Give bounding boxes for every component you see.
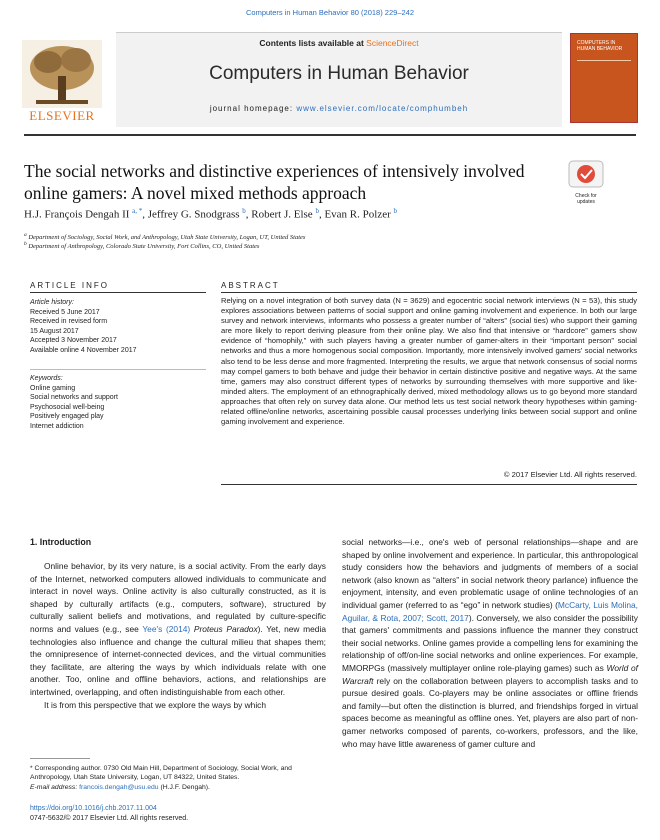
intro-italic: World of Warcraft: [342, 662, 638, 686]
cover-rule: [577, 60, 631, 61]
left-column: [30, 560, 326, 711]
affiliation-a: [24, 232, 584, 241]
author-affiliation-mark[interactable]: b: [242, 207, 246, 215]
author-name[interactable]: Evan R. Polzer: [324, 208, 391, 221]
keyword: Internet addiction: [30, 422, 84, 430]
history-item: Received in revised form: [30, 318, 108, 325]
journal-header: [116, 32, 562, 127]
intro-paragraph: [342, 536, 638, 750]
citation-link[interactable]: McCarty, Luis Molina, Aguilar, & Rota, 2007; Scott, 2017: [342, 599, 638, 623]
keywords: [30, 374, 206, 431]
journal-title: Computers in Human Behavior: [209, 63, 469, 84]
citation-link[interactable]: Yee's (2014): [142, 623, 191, 634]
doi-block: [30, 804, 188, 824]
right-column: [342, 536, 638, 750]
intro-text: ). Yet, new media technologies also influence and change the cultural milieu that shapes them; the omnipresence of internet-connected devices, and the virtual communities they facilitate, are altering the ways by which individuals relate with one another. Too, online and offline behaviors, actions, and relationships are intertwined, overlapping, and often indistinguishable from each other.: [30, 623, 326, 697]
email-label: E-mail address:: [30, 783, 78, 791]
footnote-rule: [30, 758, 90, 759]
article-title: The social networks and distinctive experiences of intensively involved online gamers: A novel mixed methods approach: [24, 161, 525, 203]
journal-homepage: [116, 104, 562, 113]
history-item: Available online 4 November 2017: [30, 346, 137, 354]
keyword: Positively engaged play: [30, 413, 104, 420]
abstract-rule: [221, 292, 637, 293]
footnote: [30, 764, 326, 792]
elsevier-logo: [22, 40, 102, 122]
author-affiliation-mark[interactable]: a, *: [132, 207, 143, 215]
author-list: H.J. François Dengah II $^{a, *}$, Jeffrey G. Snodgrass $^b$, Robert J. Else $^b$, Evan R. Polzer $^b$: [24, 207, 397, 221]
introduction-heading: 1. Introduction: [30, 537, 92, 547]
affiliation-text: Department of Anthropology, Colorado State University, Fort Collins, CO, United States: [28, 243, 260, 251]
abstract-copyright: © 2017 Elsevier Ltd. All rights reserved.: [503, 470, 637, 479]
keyword: Social networks and support: [30, 394, 118, 401]
intro-text: social networks—i.e., one's web of personal relationships—shape and are shaped by online involvement and experience. In particular, this anthropological study considers how the behaviors and judgments of members of a social network (also known as “alters” in social network theory parlance) influence the enjoyment, intensity, and even problematic usage of online technologies of an individual gamer (referred to as “ego” in network studies) (: [342, 537, 638, 610]
author-name[interactable]: H.J. François Dengah II: [24, 208, 130, 221]
abstract-text: Relying on a novel integration of both survey data (N = 3629) and egocentric social network interviews (N = 53), this study explores associations between patterns of social support and online gaming involvement and experience. In both our large survey and network interviews, informants who possess a greater number of “alters” (social ties) who support their gaming are more likely to report deriving pleasure from their online play. We also find that intensive or “hardcore” gamers show evidence of “homophily,” with such players having a greater number of gamer-alters in their “important person” social networks and thus a more homogenous social composition. Importantly, more intensively involved gamers' social networks also tend to be less dense and more fragmented. Interpreting the results, we argue that network consensus of social norms may compel gamers to both behave and judge their behavior in certain distinctive positive and negative ways. At the same time, gamers may also construct different types of networks by surrounding themselves with more supportive and like-minded alters. The employment of an ethnographically derived, mixed methodology allows us to go beyond more standard approaches that often rely on survey data alone. Our method lets us test social network theory hypotheses within gaming-related offline/online networks, ascertaining possible causal processes underlying links between social support and online gaming involvement and experience.: [221, 296, 637, 427]
journal-cover-image: [570, 33, 638, 123]
author-affiliation-mark[interactable]: b: [393, 207, 397, 215]
intro-paragraph: [30, 560, 326, 699]
email-line: [30, 783, 326, 792]
keyword: Online gaming: [30, 384, 76, 392]
intro-italic: Proteus Paradox: [190, 623, 258, 634]
keyword: Psychosocial well-being: [30, 403, 105, 411]
keywords-rule: [30, 369, 206, 370]
intro-text: ). Conversely, we also consider the possibility that gamers' commitments and passions influence the manner they construct their social networks. Online games provide a compelling lens for examining the relationship of off/on-line social networks and online experiences. For example, MMORPGs (massively multiplayer online role-playing games) such as: [342, 612, 638, 673]
doi-link[interactable]: https://doi.org/10.1016/j.chb.2017.11.004: [30, 805, 157, 812]
journal-citation[interactable]: Computers in Human Behavior 80 (2018) 229–242: [245, 8, 415, 17]
affiliation-mark: a: [24, 232, 27, 238]
abstract-bottom-rule: [221, 484, 637, 485]
affiliation-mark: b: [24, 241, 27, 247]
elsevier-wordmark: ELSEVIER: [29, 108, 95, 123]
article-info-rule: [30, 292, 206, 293]
contents-prefix: Contents lists available at: [259, 38, 367, 48]
keywords-label: Keywords:: [30, 375, 63, 382]
history-item: Accepted 3 November 2017: [30, 337, 117, 344]
affiliation-b: [24, 241, 584, 250]
corresponding-author: * Corresponding author. 0730 Old Main Hill, Department of Sociology, Social Work, and Anthropology, Utah State University, Logan, UT 84322, United States.: [30, 765, 292, 782]
homepage-prefix: journal homepage:: [209, 104, 297, 113]
homepage-link[interactable]: www.elsevier.com/locate/comphumbeh: [296, 104, 469, 113]
author-name[interactable]: Robert J. Else: [251, 208, 313, 221]
email-suffix: (H.J.F. Dengah).: [158, 783, 210, 791]
intro-text: rely on the collaboration between players to accomplish tasks and to pursue desired goals. Co-players may be online associates or offline friends and family—but often the distinction is blurred, and friendships forged in virtual spaces become as meaningful as offline ones. Yet, players are also part of non-gamer networks composed of parents, co-workers, professors, and the like, who may have little awareness of gamer culture and: [342, 675, 638, 749]
check-updates-icon: [568, 160, 604, 188]
intro-text: Online behavior, by its very nature, is a social activity. From the early days of the Internet, networked computers allowed individuals to communicate and interact in novel ways. Online activity is also culturally constructed, as it is shaped by culturally artifacts (e.g., computers, software), structured by culturally salient beliefs and motivations, and regulated by culture-specific norms and values (e.g., see: [30, 561, 326, 634]
check-for-updates-badge[interactable]: [568, 160, 604, 204]
abstract-heading: ABSTRACT: [221, 281, 280, 290]
contents-line: [116, 38, 562, 48]
history-item: 15 August 2017: [30, 327, 79, 335]
author-affiliation-mark[interactable]: b: [315, 207, 319, 215]
article-history: [30, 298, 206, 355]
affiliation-text: Department of Sociology, Social Work, and Anthropology, Utah State University, Logan, UT, United States: [28, 234, 306, 242]
intro-paragraph: It is from this perspective that we explore the ways by which: [44, 699, 267, 710]
author-name[interactable]: Jeffrey G. Snodgrass: [147, 208, 240, 221]
history-label: Article history:: [30, 299, 74, 306]
issn-copyright: 0747-5632/© 2017 Elsevier Ltd. All rights reserved.: [30, 815, 189, 822]
history-item: Received 5 June 2017: [30, 308, 100, 316]
header-divider: [24, 134, 636, 136]
check-updates-label: Check for updates: [575, 193, 597, 205]
cover-title: COMPUTERS IN HUMAN BEHAVIOR: [577, 40, 623, 52]
article-info-heading: ARTICLE INFO: [30, 281, 109, 290]
email-link[interactable]: francois.dengah@usu.edu: [79, 783, 159, 791]
sciencedirect-link[interactable]: ScienceDirect: [366, 38, 419, 48]
